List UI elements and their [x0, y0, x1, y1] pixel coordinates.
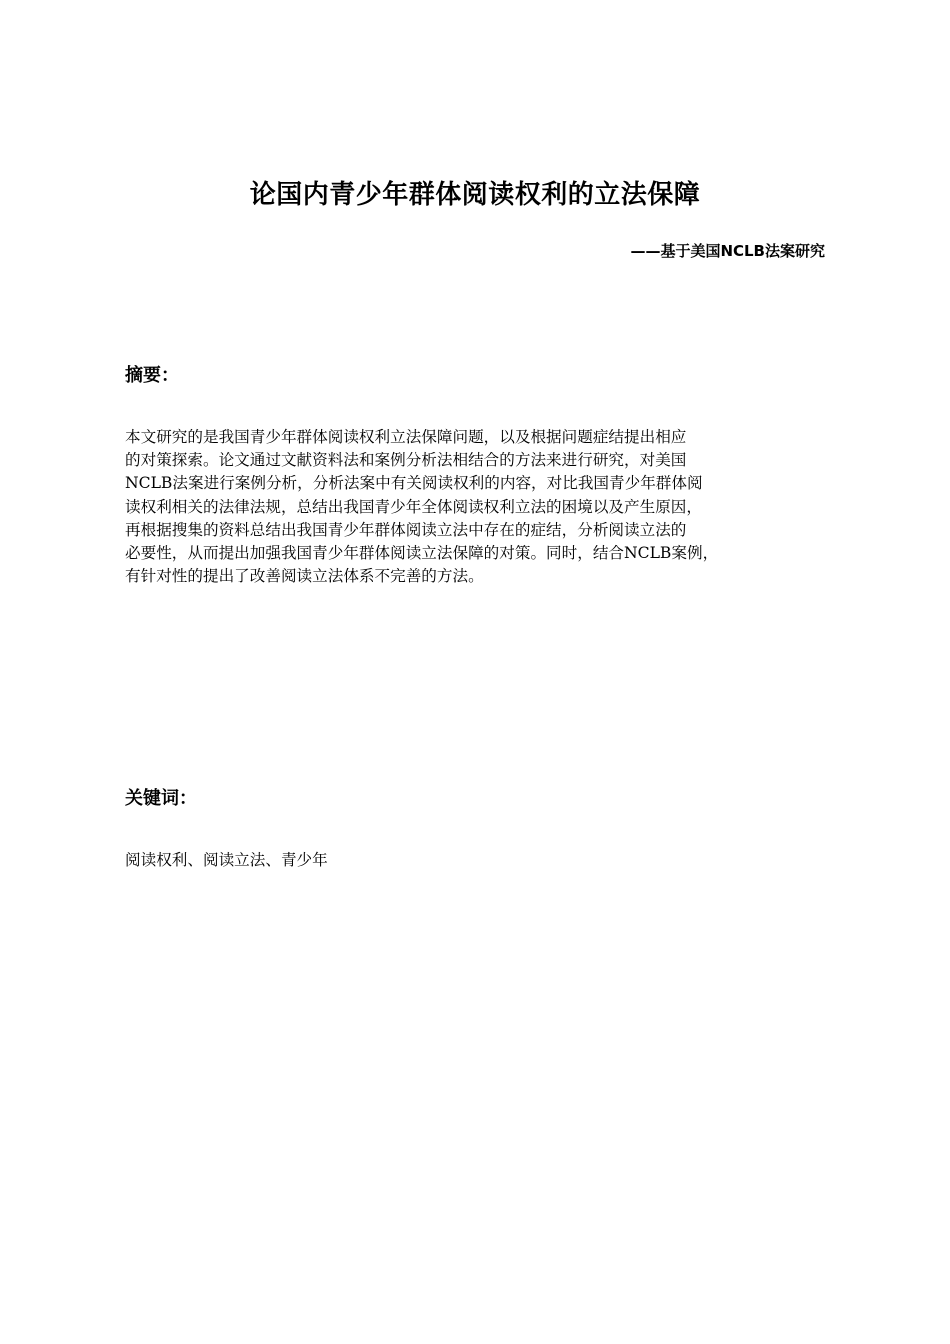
abstract-body: [125, 426, 830, 588]
abstract-line: 再根据搜集的资料总结出我国青少年群体阅读立法中存在的症结，分析阅读立法的: [125, 520, 687, 539]
document-subtitle: ——基于美国NCLB法案研究: [630, 242, 825, 260]
keywords-heading: 关键词：: [125, 788, 197, 809]
keywords-text: 阅读权利、阅读立法、青少年: [125, 851, 328, 869]
abstract-line: 读权利相关的法律法规，总结出我国青少年全体阅读权利立法的困境以及产生原因，: [125, 497, 702, 516]
abstract-heading: 摘要：: [125, 365, 179, 386]
abstract-line: 的对策探索。论文通过文献资料法和案例分析法相结合的方法来进行研究，对美国: [125, 451, 687, 470]
abstract-line: 有针对性的提出了改善阅读立法体系不完善的方法。: [125, 567, 484, 586]
abstract-line: 必要性，从而提出加强我国青少年群体阅读立法保障的对策。同时，结合NCLB案例，: [125, 544, 719, 563]
abstract-line: 本文研究的是我国青少年群体阅读权利立法保障问题，以及根据问题症结提出相应: [125, 428, 687, 446]
document-title: 论国内青少年群体阅读权利的立法保障: [249, 180, 701, 210]
abstract-line: NCLB法案进行案例分析，分析法案中有关阅读权利的内容，对比我国青少年群体阅: [125, 474, 703, 493]
